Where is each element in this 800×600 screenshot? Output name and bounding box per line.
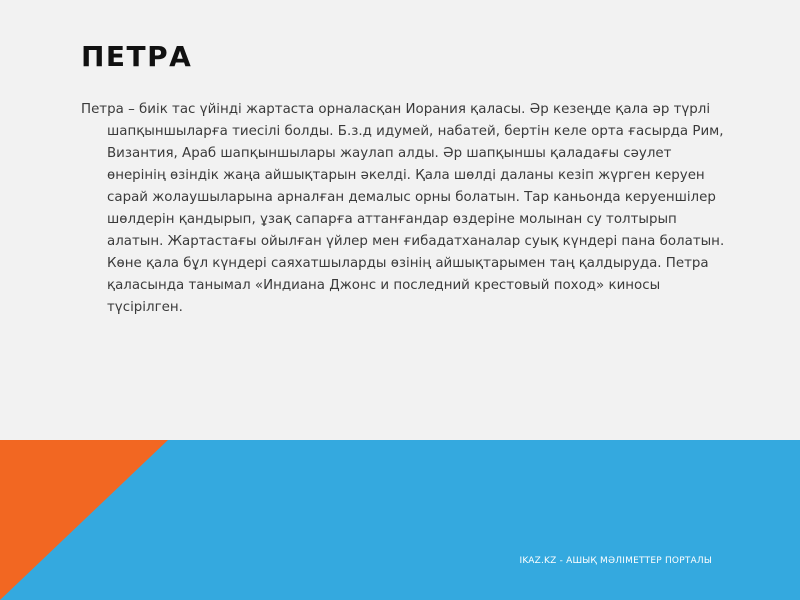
footer-portal-label: IKAZ.KZ - АШЫҚ МӘЛІМЕТТЕР ПОРТАЛЫ <box>519 556 712 566</box>
slide-body-text: Петра – биік тас үйінді жартаста орналасқан Иорания қаласы. Әр кезеңде қала әр түрлі шапқыншыларға тиесілі болды. Б.з.д идумей, набатей, бертін келе орта ғасырда Рим, Византия, Араб шапқыншылары жаулап алды. Әр шапқыншы қаладағы сәулет өнерінің өзіндік жаңа айшықтарын әкелді. Қала шөлді даланы кезіп жүрген керуен сарай жолаушыларына арналған демалыс орны болатын. Тар каньонда керуеншілер шөлдерін қандырып, ұзақ сапарға аттанғандар өздеріне молынан су толтырып алатын. Жартастағы ойылған үйлер мен ғибадатханалар суық күндері пана болатын. Көне қала бұл күндері саяхатшыларды өзінің айшықтарымен таң қалдыруда. Петра қаласында танымал «Индиана Джонс и последний крестовый поход» киносы түсірілген. <box>81 102 725 315</box>
slide-title: ПЕТРА <box>81 40 193 73</box>
